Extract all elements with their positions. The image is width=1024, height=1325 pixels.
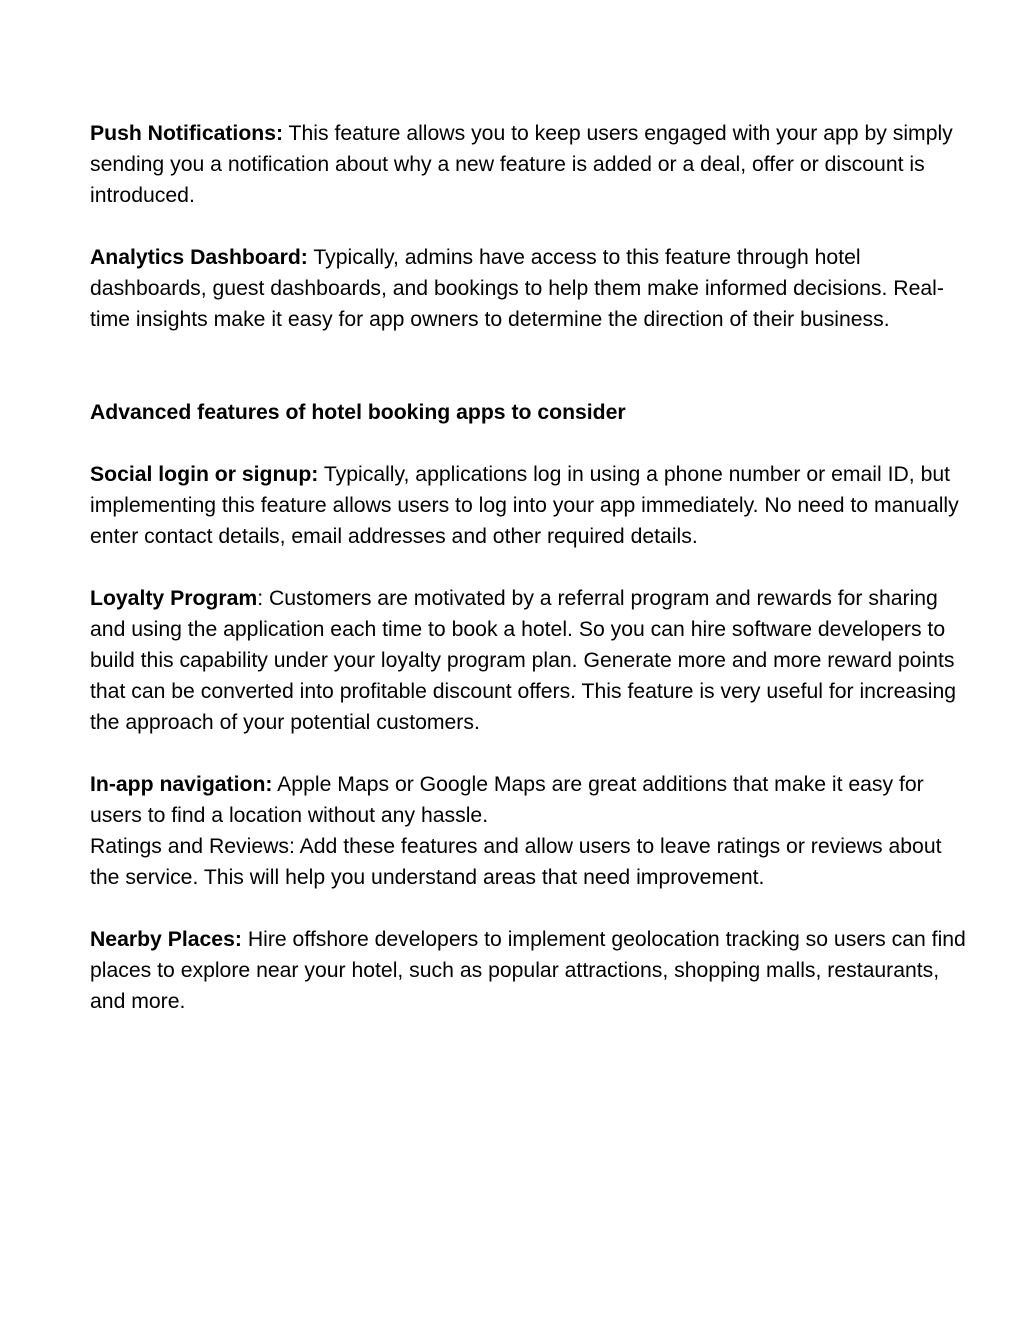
social-login-text: Typically, applications log in using a phone number or email ID, but implementing this feature allows users to log into your app immediately. No need to manually enter contact details, email addresses and other required details.	[90, 463, 959, 548]
in-app-navigation-text: Apple Maps or Google Maps are great additions that make it easy for users to find a location without any hassle.	[90, 773, 924, 827]
in-app-navigation-term: In-app navigation:	[90, 773, 273, 796]
push-notifications-text: This feature allows you to keep users engaged with your app by simply sending you a notification about why a new feature is added or a deal, offer or discount is introduced.	[90, 122, 953, 207]
advanced-features-heading: Advanced features of hotel booking apps to consider	[90, 401, 626, 424]
analytics-dashboard-paragraph	[90, 242, 970, 335]
analytics-dashboard-text: Typically, admins have access to this feature through hotel dashboards, guest dashboards, and bookings to help them make informed decisions. Real-time insights make it easy for app owners to determine the direction of their business.	[90, 246, 944, 331]
nearby-places-term: Nearby Places:	[90, 928, 242, 951]
nearby-places-text: Hire offshore developers to implement geolocation tracking so users can find places to explore near your hotel, such as popular attractions, shopping malls, restaurants, and more.	[90, 928, 966, 1013]
push-notifications-paragraph	[90, 118, 970, 211]
loyalty-program-term: Loyalty Program	[90, 587, 258, 610]
ratings-reviews-paragraph: Ratings and Reviews: Add these features and allow users to leave ratings or reviews about the service. This will help you understand areas that need improvement.	[90, 835, 942, 889]
loyalty-program-paragraph	[90, 583, 970, 738]
nearby-places-paragraph	[90, 924, 970, 1017]
in-app-navigation-paragraph	[90, 769, 970, 831]
section-spacer	[90, 366, 970, 397]
document-page	[90, 118, 970, 1048]
push-notifications-term: Push Notifications:	[90, 122, 284, 145]
social-login-paragraph	[90, 459, 970, 552]
loyalty-program-text: : Customers are motivated by a referral program and rewards for sharing and using the application each time to book a hotel. So you can hire software developers to build this capability under your loyalty program plan. Generate more and more reward points that can be converted into profitable discount offers. This feature is very useful for increasing the approach of your potential customers.	[90, 587, 957, 734]
social-login-term: Social login or signup:	[90, 463, 319, 486]
analytics-dashboard-term: Analytics Dashboard:	[90, 246, 308, 269]
